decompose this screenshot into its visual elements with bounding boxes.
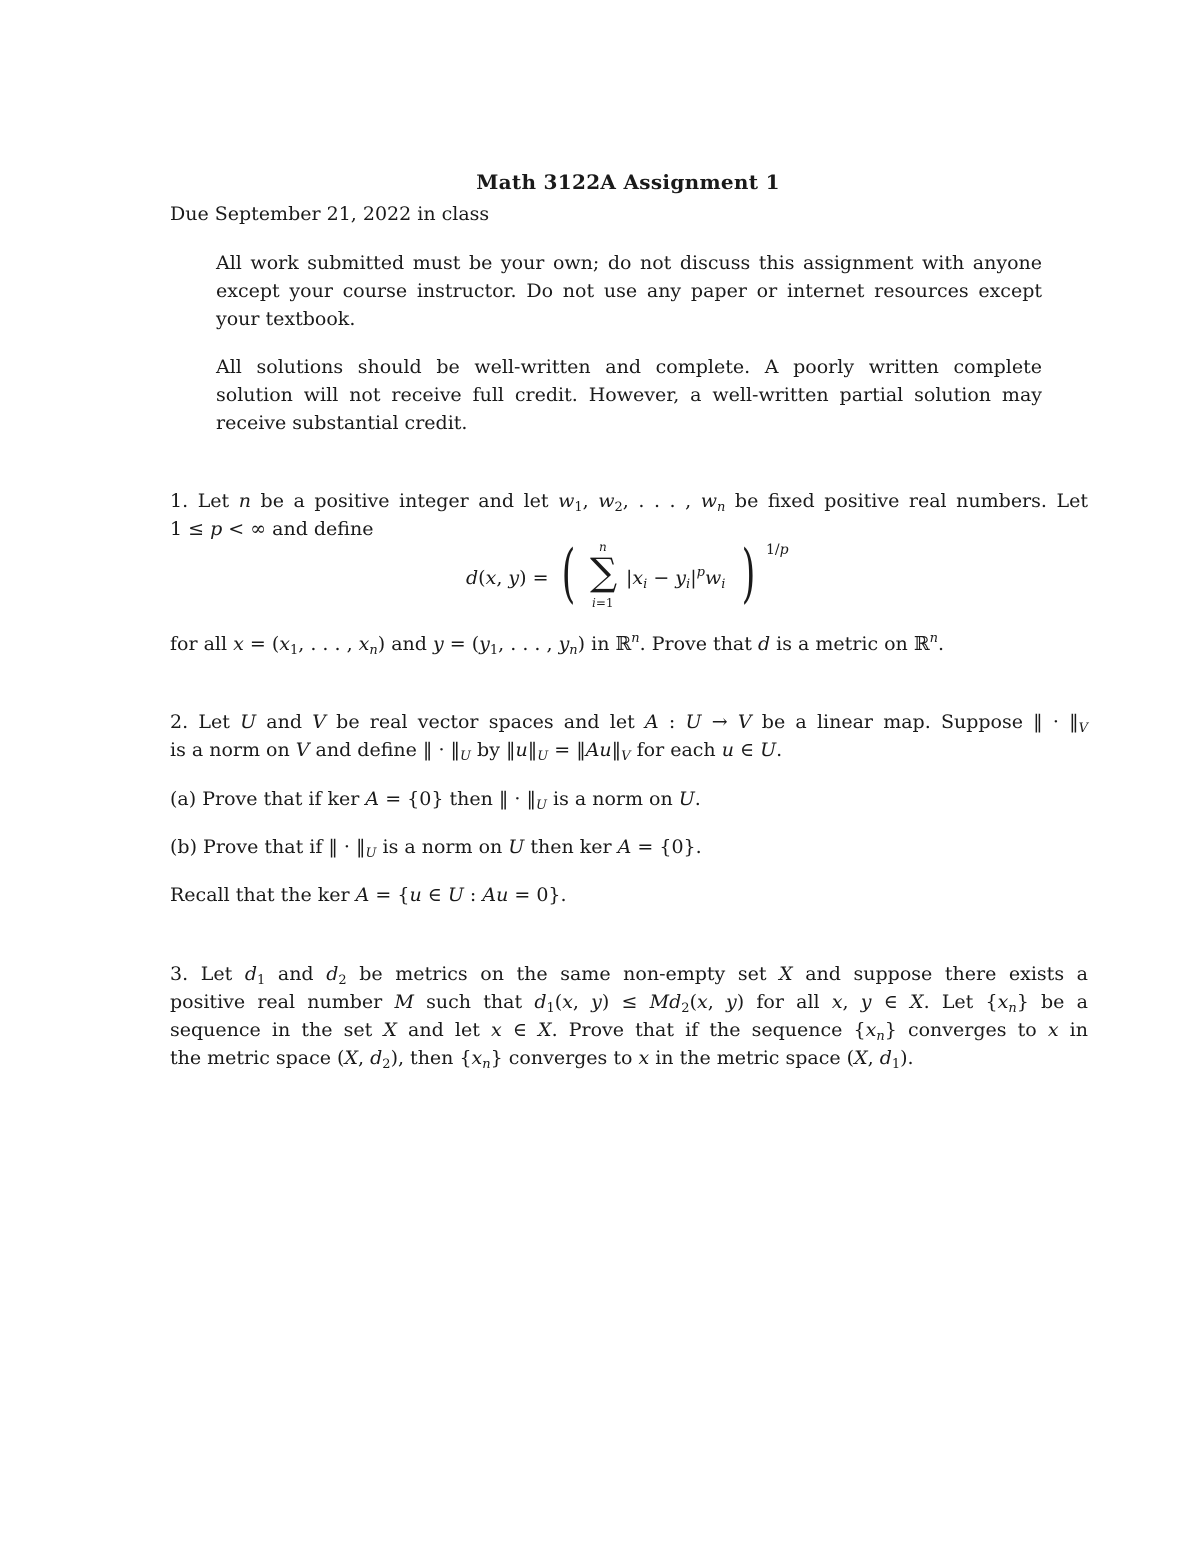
notice-line: receive substantial credit. [216,412,468,434]
metric-formula: d(x, y) = ( n ∑ i=1 $|x_i - y_i|^pw_i$ ) 1/p [466,537,789,611]
part-label: (b) [170,836,197,858]
problem-1-text: 1 ≤ p < ∞ and define [170,518,374,540]
problem-2-text: is a norm on V and define ‖ · $‖_U$ by $‖u‖_U$ = $‖Au‖_V$ for each u ∈ U. [170,739,783,764]
problem-3-text: sequence in the set X and let x ∈ X. Prove that if the sequence $\{x_n\}$ converges to x in [170,1019,1088,1044]
problem-2-recall: Recall that the ker A = {u ∈ U : Au = 0}. [170,884,567,906]
problem-number: 2. [170,711,189,733]
due-date: Due September 21, 2022 in class [170,203,490,225]
part-label: (a) [170,788,197,810]
notice-line: All work submitted must be your own; do not discuss this assignment with anyone [216,252,1042,274]
problem-2b-text: (b) Prove that if ‖ · $‖_U$ is a norm on U then ker A = {0}. [170,836,702,861]
problem-3-text: 3. Let $d_1$ and $d_2$ be metrics on the same non-empty set X and suppose there exists a [170,963,1088,988]
notice-line: solution will not receive full credit. However, a well-written partial solution may [216,384,1042,406]
page-title: Math 3122A Assignment 1 [476,170,780,194]
problem-3-text: positive real number M such that $d_1(x$, $y) \le Md_2(x$, y) for all x, y ∈ X. Let $\{x_n\}$ be a [170,991,1088,1016]
problem-3-text: the metric space (X, $d_2$), then $\{x_n\}$ converges to x in the metric space (X, $d_1$). [170,1047,914,1072]
problem-2-text: 2. Let U and V be real vector spaces and let A : U → V be a linear map. Suppose ‖ · $‖_V$ [170,711,1089,736]
problem-1-text: 1. Let n be a positive integer and let $w_1$, $w_2$, . . . , $w_n$ be fixed positive real numbers. Let [170,490,1088,515]
problem-1-text: for all $x = (x_1$, . . . , $x_n$) and $y = (y_1$, . . . , $y_n$) in ℝ$^n$. Prove that d is a metric on ℝ$^n$. [170,631,945,658]
notice-line: All solutions should be well-written and complete. A poorly written complete [216,356,1042,378]
notice-line: except your course instructor. Do not use any paper or internet resources except [216,280,1042,302]
problem-number: 1. [170,490,189,512]
notice-line: your textbook. [216,308,356,330]
problem-2a-text: (a) Prove that if ker A = {0} then ‖ · $‖_U$ is a norm on U. [170,788,701,813]
problem-number: 3. [170,963,189,985]
